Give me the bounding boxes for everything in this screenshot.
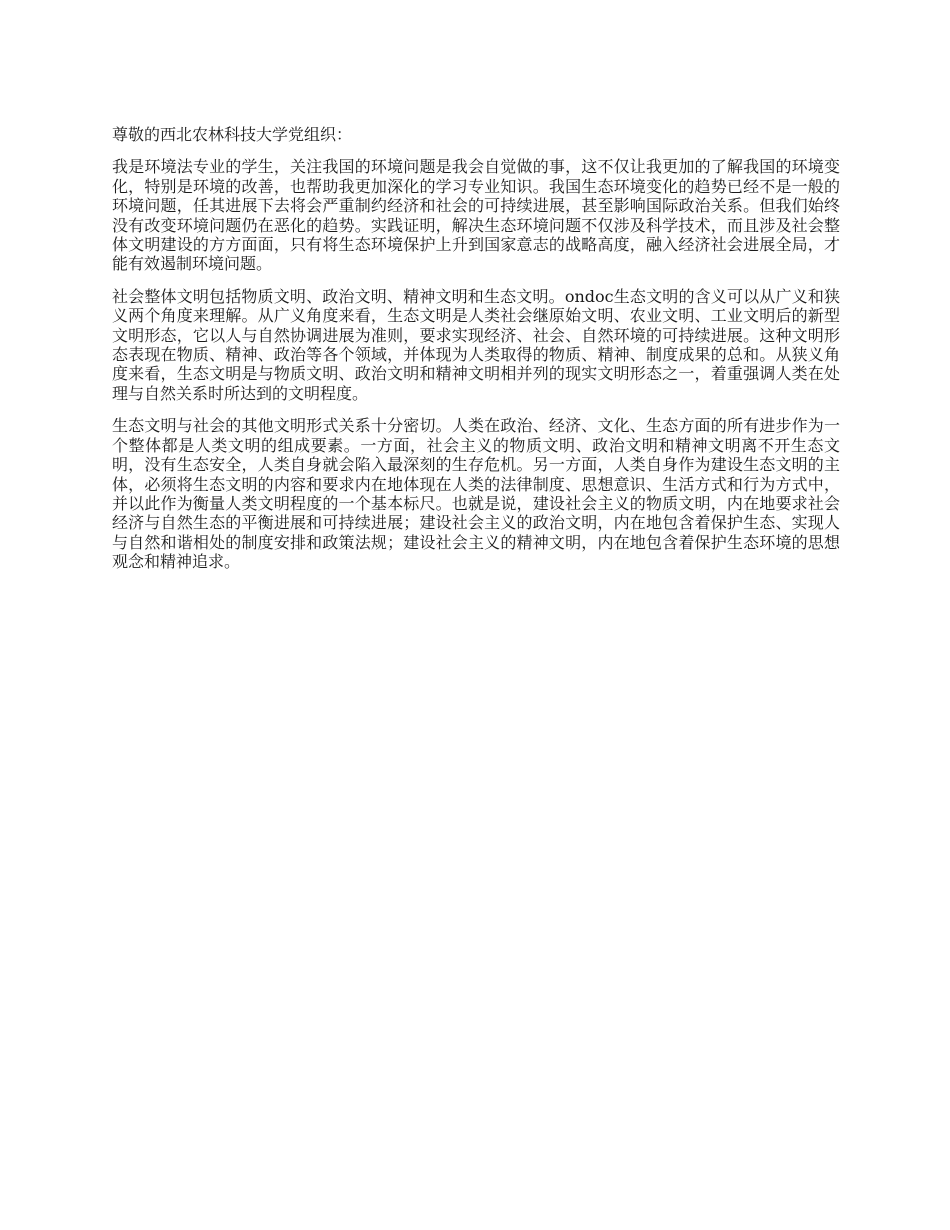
- document-body: [112, 125, 840, 585]
- paragraph-3: 生态文明与社会的其他文明形式关系十分密切。人类在政治、经济、文化、生态方面的所有进步作为一个整体都是人类文明的组成要素。一方面，社会主义的物质文明、政治文明和精神文明离不开生态文明，没有生态安全，人类自身就会陷入最深刻的生存危机。另一方面，人类自身作为建设生态文明的主体，必须将生态文明的内容和要求内在地体现在人类的法律制度、思想意识、生活方式和行为方式中，并以此作为衡量人类文明程度的一个基本标尺。也就是说，建设社会主义的物质文明，内在地要求社会经济与自然生态的平衡进展和可持续进展；建设社会主义的政治文明，内在地包含着保护生态、实现人与自然和谐相处的制度安排和政策法规；建设社会主义的精神文明，内在地包含着保护生态环境的思想观念和精神追求。: [112, 416, 840, 572]
- salutation: 尊敬的西北农林科技大学党组织：: [112, 125, 353, 144]
- paragraph-1: 我是环境法专业的学生，关注我国的环境问题是我会自觉做的事，这不仅让我更加的了解我国的环境变化，特别是环境的改善，也帮助我更加深化的学习专业知识。我国生态环境变化的趋势已经不是一般的环境问题，任其进展下去将会严重制约经济和社会的可持续进展，甚至影响国际政治关系。但我们始终没有改变环境问题仍在恶化的趋势。实践证明，解决生态环境问题不仅涉及科学技术，而且涉及社会整体文明建设的方方面面，只有将生态环境保护上升到国家意志的战略高度，融入经济社会进展全局，才能有效遏制环境问题。: [112, 157, 840, 274]
- paragraph-2: 社会整体文明包括物质文明、政治文明、精神文明和生态文明。ondoc生态文明的含义可以从广义和狭义两个角度来理解。从广义角度来看，生态文明是人类社会继原始文明、农业文明、工业文明后的新型文明形态，它以人与自然协调进展为准则，要求实现经济、社会、自然环境的可持续进展。这种文明形态表现在物质、精神、政治等各个领域，并体现为人类取得的物质、精神、制度成果的总和。从狭义角度来看，生态文明是与物质文明、政治文明和精神文明相并列的现实文明形态之一，着重强调人类在处理与自然关系时所达到的文明程度。: [112, 286, 840, 403]
